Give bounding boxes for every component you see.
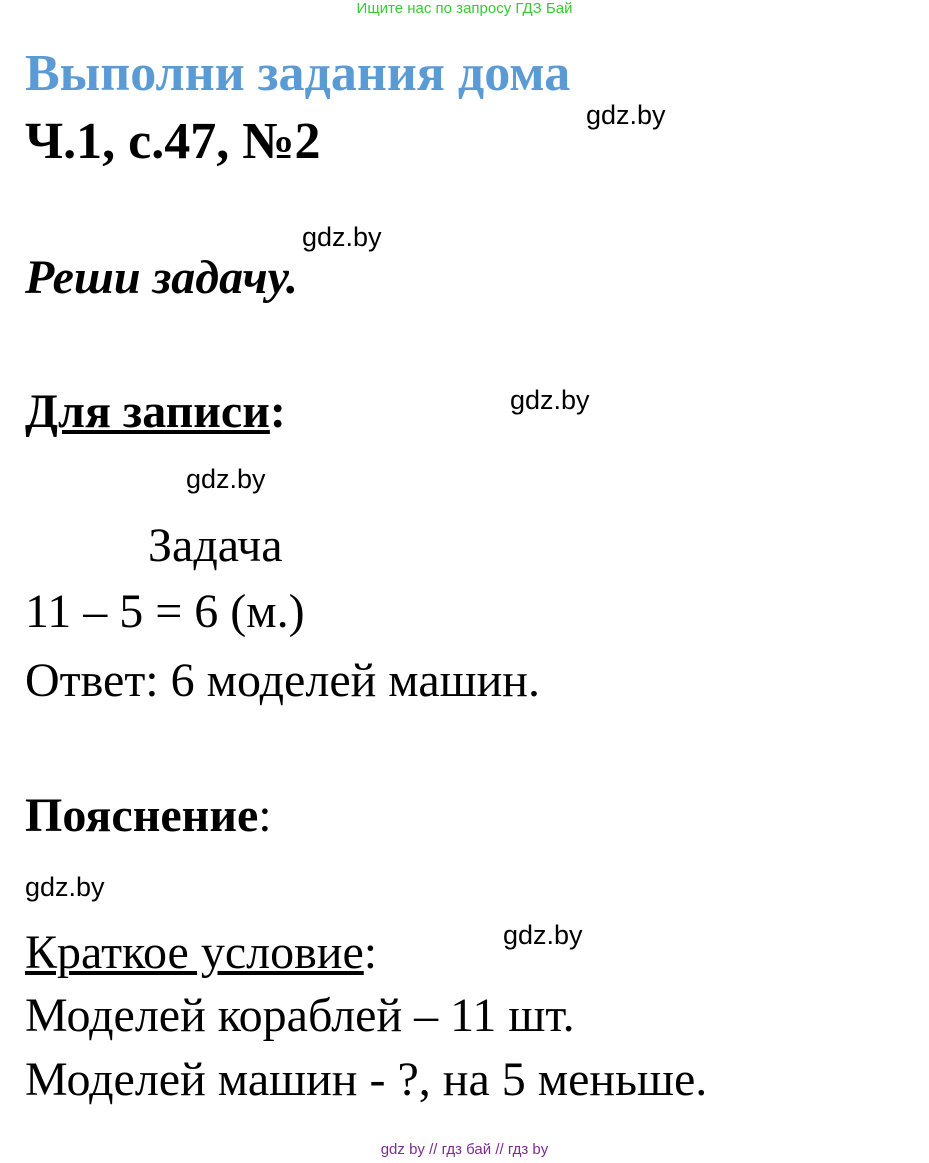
exercise-reference: Ч.1, с.47, №2 — [25, 113, 321, 170]
watermark: gdz.by — [586, 100, 666, 130]
explanation-label: Пояснение — [25, 789, 259, 842]
record-colon: : — [269, 385, 286, 438]
condition-heading — [25, 925, 377, 980]
page-title: Выполни задания дома — [25, 45, 571, 102]
equation: 11 – 5 = 6 (м.) — [25, 585, 305, 638]
watermark: gdz.by — [302, 222, 382, 252]
watermark: gdz.by — [503, 920, 583, 950]
explanation-colon: : — [258, 789, 272, 842]
watermark: gdz.by — [25, 872, 105, 902]
answer-line: Ответ: 6 моделей машин. — [25, 654, 540, 707]
explanation-heading — [25, 788, 272, 843]
header-note: Ищите нас по запросу ГДЗ Бай — [356, 0, 573, 17]
condition-line: Моделей кораблей – 11 шт. — [25, 989, 575, 1042]
record-label: Для записи — [25, 385, 270, 438]
watermark: gdz.by — [510, 385, 590, 415]
record-heading — [25, 384, 286, 439]
footer-note: gdz by // гдз бай // гдз by — [380, 1141, 549, 1158]
watermark: gdz.by — [186, 464, 266, 494]
condition-colon: : — [363, 926, 378, 979]
problem-title: Задача — [148, 519, 283, 572]
task-heading: Реши задачу. — [25, 251, 298, 304]
condition-label: Краткое условие — [25, 926, 364, 979]
condition-line: Моделей машин - ?, на 5 меньше. — [25, 1053, 708, 1106]
